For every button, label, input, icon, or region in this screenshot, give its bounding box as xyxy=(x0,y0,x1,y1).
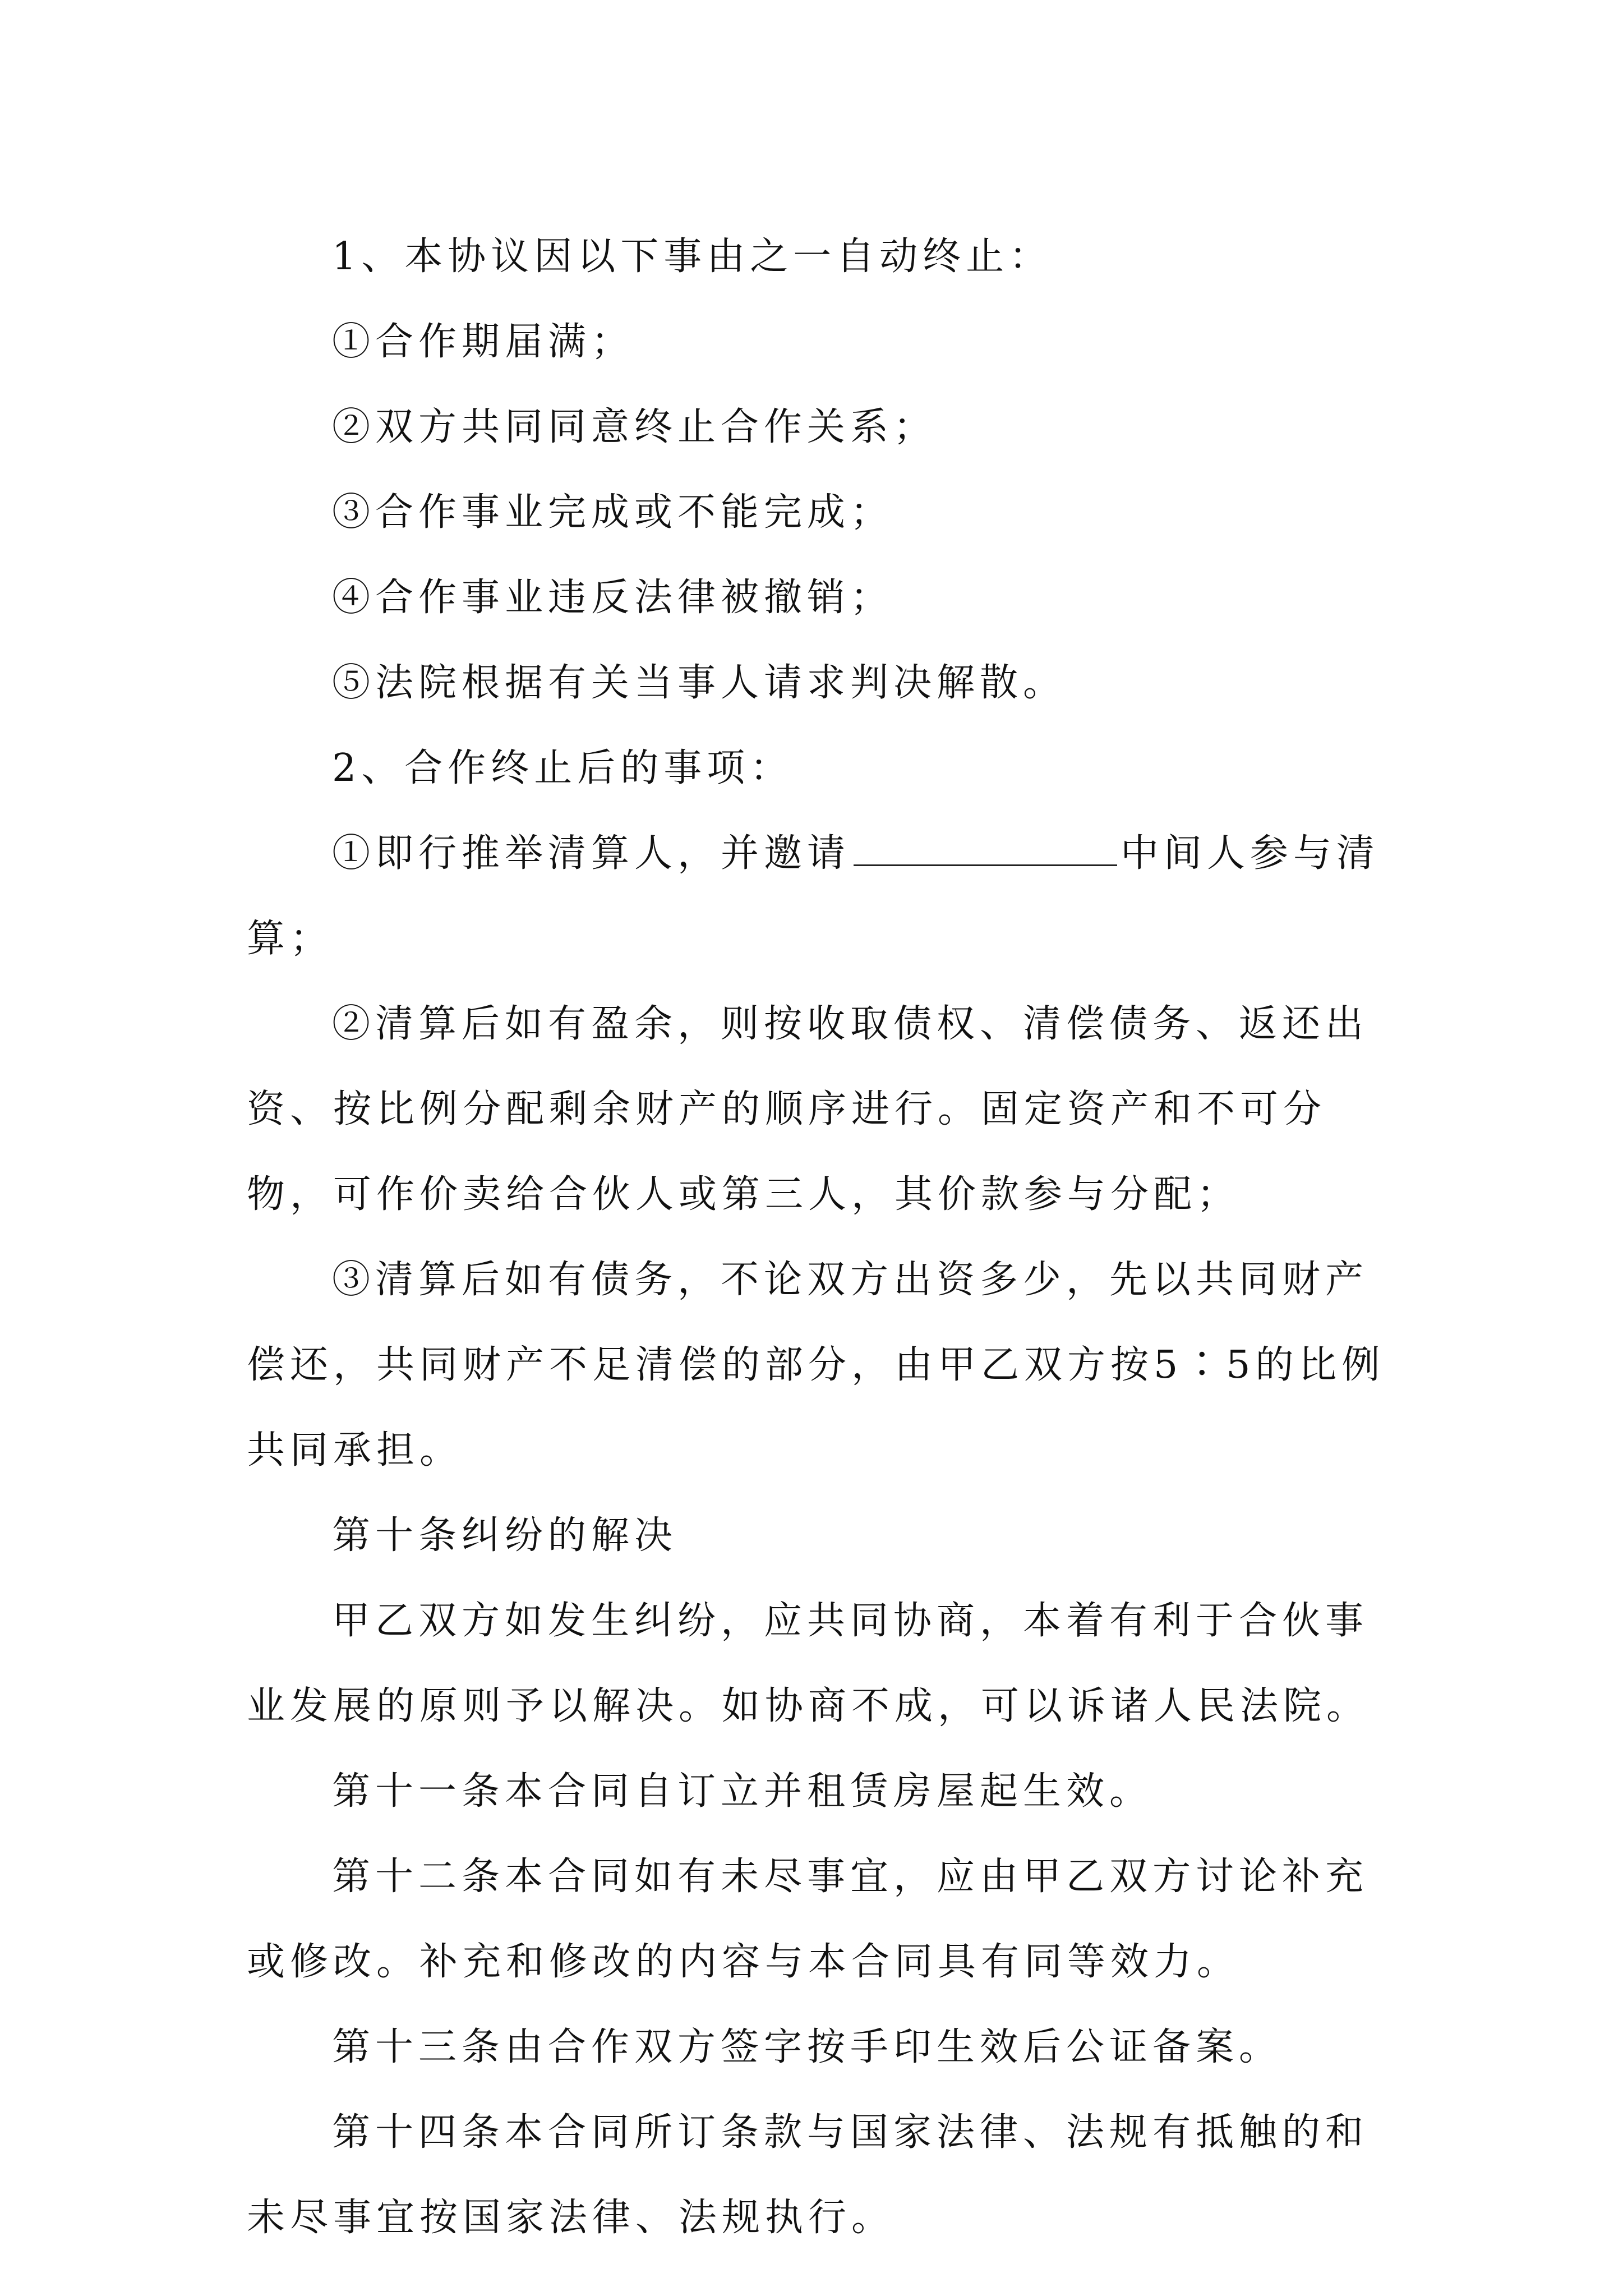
paragraph: 第十三条由合作双方签字按手印生效后公证备案。 xyxy=(332,2025,1283,2069)
paragraph: ⑤法院根据有关当事人请求判决解散。 xyxy=(332,661,1067,705)
paragraph: ③清算后如有债务，不论双方出资多少，先以共同财产偿还，共同财产不足清偿的部分，由甲乙双方按5∶5的比例共同承担。 xyxy=(247,1258,1385,1473)
paragraph: ②清算后如有盈余，则按收取债权、清偿债务、返还出资、按比例分配剩余财产的顺序进行。固定资产和不可分物，可作价卖给合伙人或第三人，其价款参与分配； xyxy=(247,1002,1369,1217)
paragraph: ③合作事业完成或不能完成； xyxy=(332,490,894,535)
paragraph: ②双方共同同意终止合作关系； xyxy=(332,405,937,449)
document-body xyxy=(247,214,1385,2261)
paragraph: 第十一条本合同自订立并租赁房屋起生效。 xyxy=(332,1769,1153,1814)
paragraph-text-before: ①即行推举清算人，并邀请 xyxy=(332,831,851,876)
paragraph: 2、合作终止后的事项： xyxy=(332,746,794,790)
paragraph-text-after: 中间人参与清算； xyxy=(247,831,1380,961)
paragraph: 第十四条本合同所订条款与国家法律、法规有抵触的和未尽事宜按国家法律、法规执行。 xyxy=(247,2110,1369,2240)
paragraph: 1、本协议因以下事由之一自动终止： xyxy=(332,234,1053,279)
paragraph: 第十二条本合同如有未尽事宜，应由甲乙双方讨论补充或修改。补充和修改的内容与本合同具有同等效力。 xyxy=(247,1855,1369,1984)
fill-in-blank xyxy=(854,825,1117,866)
paragraph: ④合作事业违反法律被撤销； xyxy=(332,576,894,620)
section-heading: 第十条纠纷的解决 xyxy=(332,1513,678,1558)
paragraph-with-blank xyxy=(247,811,1385,982)
paragraph: 甲乙双方如发生纠纷，应共同协商，本着有利于合伙事业发展的原则予以解决。如协商不成，可以诉诸人民法院。 xyxy=(247,1599,1370,1728)
paragraph: ①合作期届满； xyxy=(332,320,635,364)
